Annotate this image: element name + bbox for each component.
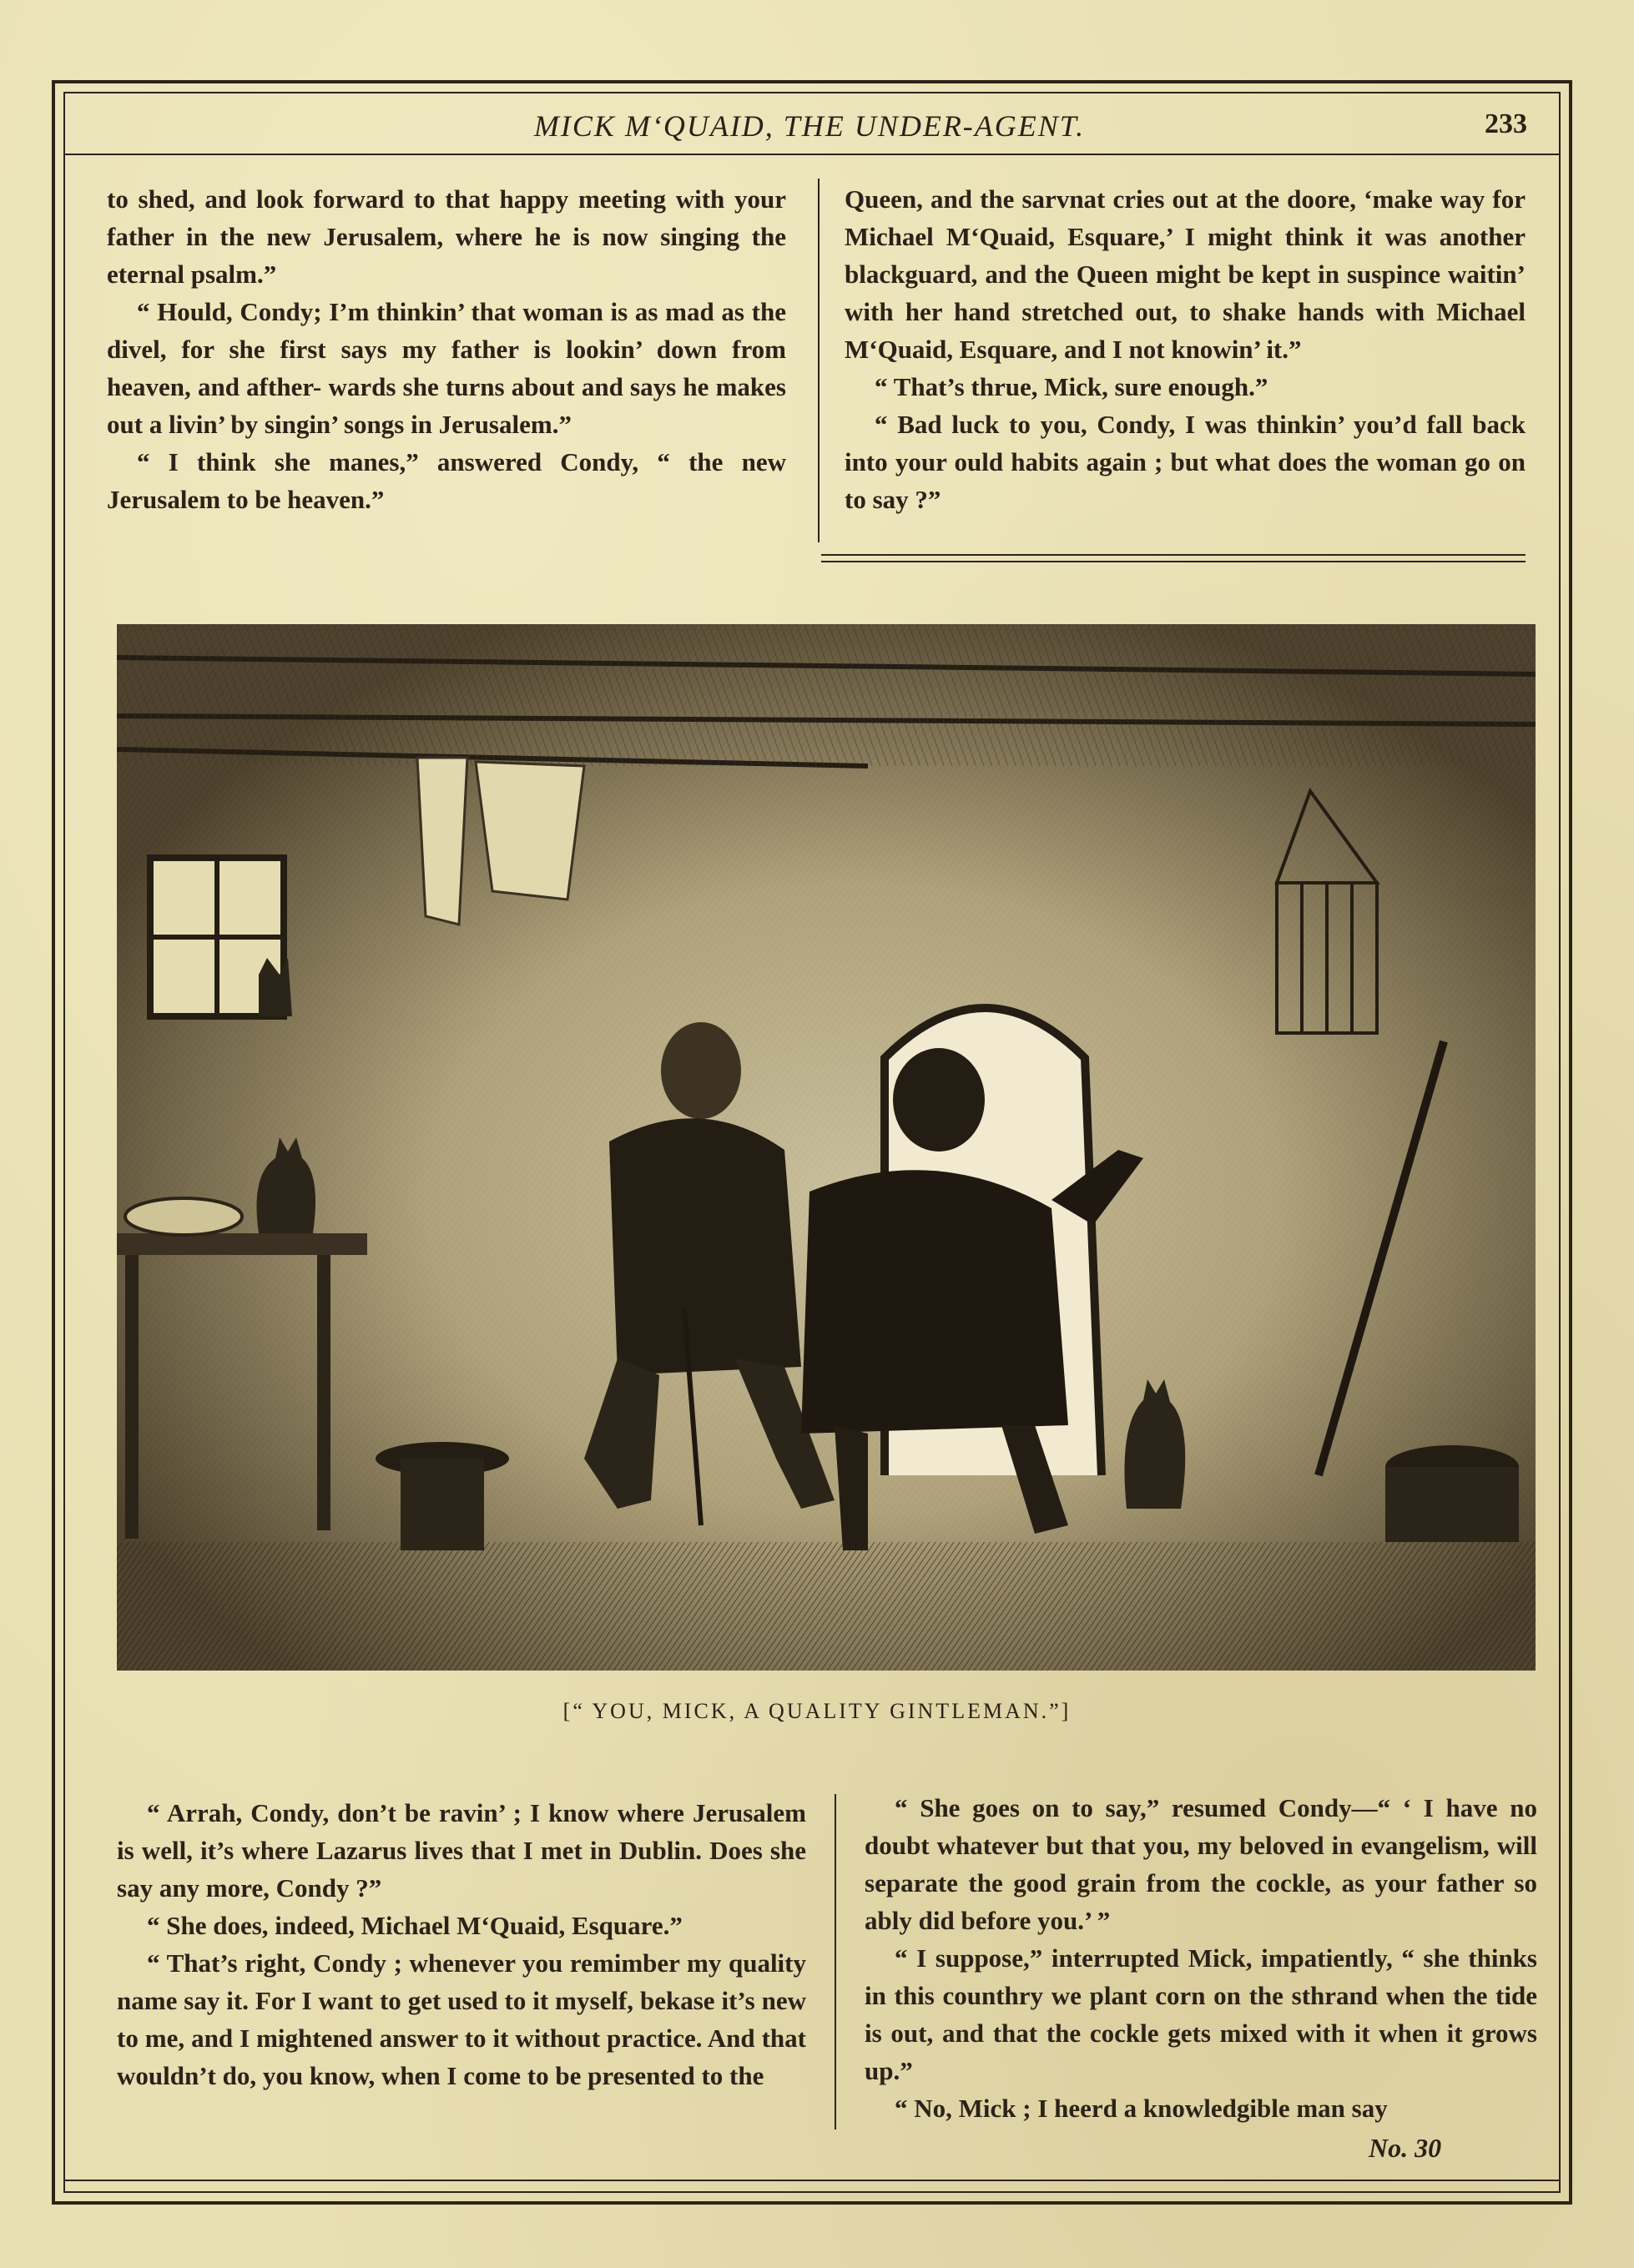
signature-mark: No. 30 xyxy=(1369,2133,1442,2163)
cottage-interior-engraving xyxy=(117,624,1536,1671)
page-number: 233 xyxy=(1485,108,1527,139)
paragraph: “ I think she manes,” answered Condy, “ the new Jerusalem to be heaven.” xyxy=(107,447,786,514)
running-title: MICK M‘QUAID, THE UNDER-AGENT. xyxy=(533,109,1086,143)
paragraph: to shed, and look forward to that happy meeting with your father in the new Jerusalem, where he is now singing the eternal psalm.” xyxy=(107,184,786,289)
column-divider xyxy=(835,1794,836,2129)
text-column-bottom-left xyxy=(117,1794,806,2094)
engraving-illustration xyxy=(117,624,1536,1671)
running-head xyxy=(83,105,1536,152)
window xyxy=(150,858,292,1016)
text-column-bottom-right xyxy=(865,1789,1537,2127)
paragraph: “ I suppose,” interrupted Mick, impatiently, “ she thinks in this counthry we plant corn on the sthrand when the tide is out, and that the cockle gets mixed with it when it grows up.” xyxy=(865,1943,1537,2085)
section-double-rule xyxy=(821,554,1526,562)
paragraph: “ She goes on to say,” resumed Condy—“ ‘ I have no doubt whatever but that you, my beloved in evangelism, will separate the good grain from the cockle, as your father so ably did before you.’ ” xyxy=(865,1793,1537,1935)
paragraph: “ No, Mick ; I heerd a knowledgible man say xyxy=(895,2094,1388,2123)
column-divider xyxy=(818,179,820,542)
paragraph: Queen, and the sarvnat cries out at the doore, ‘make way for Michael M‘Quaid, Esquare,’ I might think it was another blackguard, and the Queen might be kept in suspince waitin’ with her hand stretched out, to shake hands with Michael M‘Quaid, Esquare, and I not knowin’ it.” xyxy=(845,184,1526,364)
paragraph: “ She does, indeed, Michael M‘Quaid, Esquare.” xyxy=(147,1911,683,1940)
text-column-top-right xyxy=(845,180,1526,518)
text-column-top-left xyxy=(107,180,786,518)
paragraph: “ Bad luck to you, Condy, I was thinkin’ you’d fall back into your ould habits again ; but what does the woman go on to say ?” xyxy=(845,410,1526,514)
paragraph: “ Arrah, Condy, don’t be ravin’ ; I know where Jerusalem is well, it’s where Lazarus lives that I met in Dublin. Does she say any more, Condy ?” xyxy=(117,1798,806,1903)
paragraph: “ That’s right, Condy ; whenever you remimber my quality name say it. For I want to get used to it myself, bekase it’s new to me, and I mightened answer to it without practice. And that wouldn’t do, you know, when I come to be presented to the xyxy=(117,1948,806,2090)
paragraph: “ Hould, Condy; I’m thinkin’ that woman is as mad as the divel, for she first says my father is lookin’ down from heaven, and afther- wards she turns about and says he makes out a livin’ by singin’ songs in Jerusalem.” xyxy=(107,297,786,439)
footer-rule xyxy=(63,2180,1561,2181)
header-rule xyxy=(63,154,1561,155)
paragraph: “ That’s thrue, Mick, sure enough.” xyxy=(875,372,1268,401)
illustration-caption: [“ YOU, MICK, A QUALITY GINTLEMAN.”] xyxy=(562,1699,1072,1723)
